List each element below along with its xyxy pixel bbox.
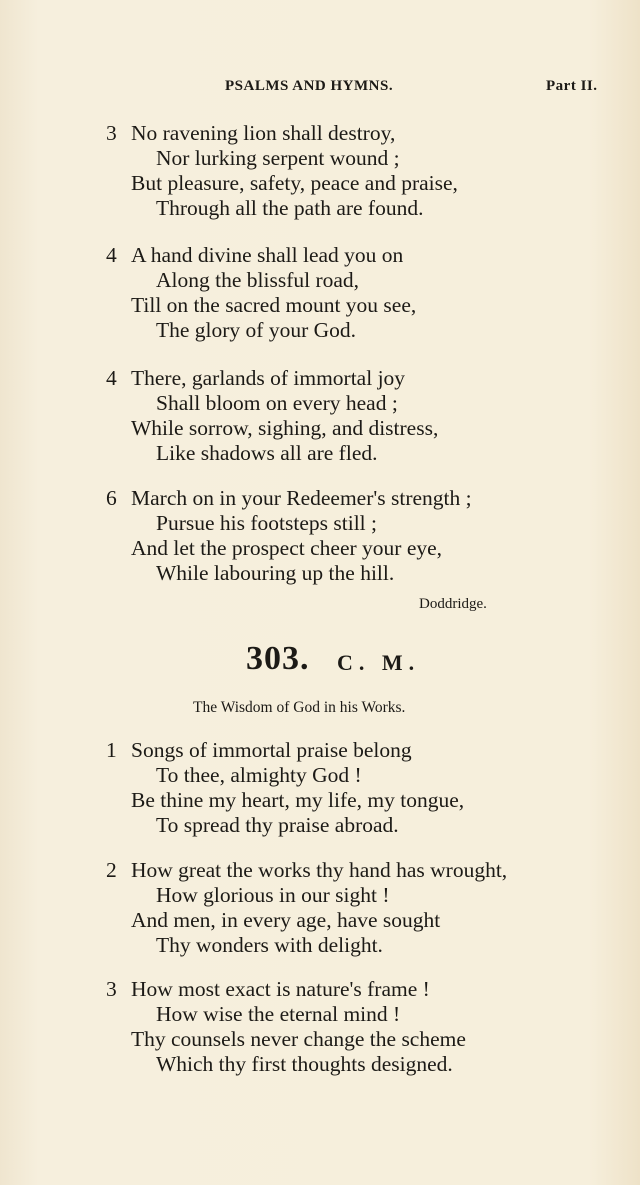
stanza-number: 3	[106, 977, 117, 1001]
verse-line: Shall bloom on every head ;	[156, 391, 398, 415]
verse-line: And men, in every age, have sought	[131, 908, 441, 932]
hymn-meter: C. M.	[337, 650, 421, 675]
verse-line: To thee, almighty God !	[156, 763, 362, 787]
verse-line: Like shadows all are fled.	[156, 441, 378, 465]
verse-line: To spread thy praise abroad.	[156, 813, 399, 837]
hymn-subtitle: The Wisdom of God in his Works.	[193, 699, 406, 716]
verse-line: Till on the sacred mount you see,	[131, 293, 417, 317]
verse-line: No ravening lion shall destroy,	[131, 121, 396, 145]
running-head-title: PSALMS AND HYMNS.	[225, 78, 394, 94]
verse-line: But pleasure, safety, peace and praise,	[131, 171, 458, 195]
verse-line: Songs of immortal praise belong	[131, 738, 412, 762]
verse-line: Thy counsels never change the scheme	[131, 1027, 466, 1051]
verse-line: How glorious in our sight !	[156, 883, 390, 907]
verse-line: How most exact is nature's frame !	[131, 977, 430, 1001]
stanza-number: 6	[106, 486, 117, 510]
hymn-author: Doddridge.	[419, 596, 487, 612]
verse-line: Be thine my heart, my life, my tongue,	[131, 788, 465, 812]
verse-line: How wise the eternal mind !	[156, 1002, 401, 1026]
verse-line: Nor lurking serpent wound ;	[156, 146, 400, 170]
stanza-number: 4	[106, 243, 117, 267]
stanza-number: 1	[106, 738, 117, 762]
verse-line: Along the blissful road,	[156, 268, 360, 292]
verse-line: The glory of your God.	[156, 318, 357, 342]
verse-line: How great the works thy hand has wrought,	[131, 858, 508, 882]
verse-line: March on in your Redeemer's strength ;	[131, 486, 472, 510]
running-head-part: Part II.	[546, 78, 598, 94]
verse-line: A hand divine shall lead you on	[131, 243, 404, 267]
verse-line: Which thy first thoughts designed.	[156, 1052, 453, 1076]
verse-line: There, garlands of immortal joy	[131, 366, 406, 390]
hymn-number: 303.	[246, 640, 310, 677]
verse-line: And let the prospect cheer your eye,	[131, 536, 443, 560]
stanza-number: 4	[106, 366, 117, 390]
running-head	[0, 78, 640, 98]
verse-line: While labouring up the hill.	[156, 561, 395, 585]
verse-line: Through all the path are found.	[156, 196, 424, 220]
verse-line: Pursue his footsteps still ;	[156, 511, 377, 535]
stanza-number: 3	[106, 121, 117, 145]
verse-line: Thy wonders with delight.	[156, 933, 383, 957]
stanza-number: 2	[106, 858, 117, 882]
verse-line: While sorrow, sighing, and distress,	[131, 416, 439, 440]
